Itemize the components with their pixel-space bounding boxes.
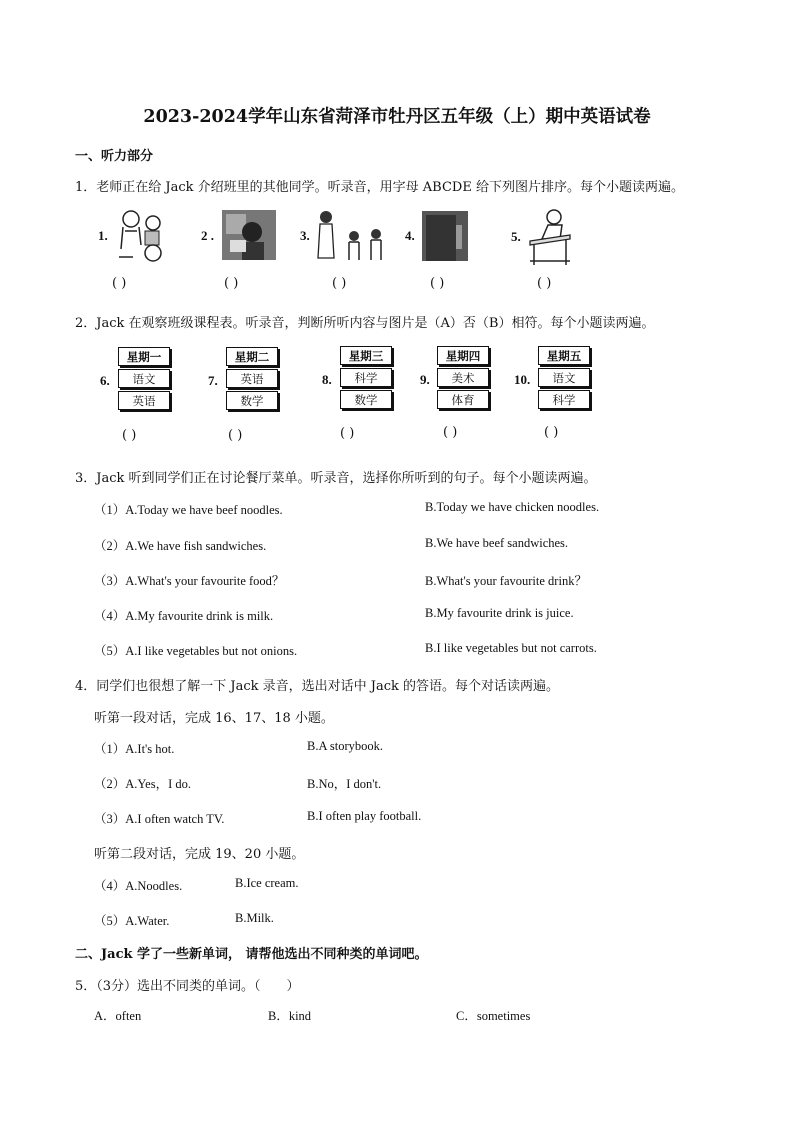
dark-door-picture [422,211,468,261]
q2-item-9-number: 9. [420,372,430,387]
q1-item-3-answer[interactable]: ( ) [332,276,347,291]
q4-row-5-option-a[interactable]: （5）A.Water. [94,914,170,928]
subject-2: 数学 [226,391,278,410]
q3-row-4-option-a[interactable]: （4）A.My favourite drink is milk. [94,609,274,623]
timetable-card-thursday [437,346,489,412]
q4-row-3-option-a[interactable]: （3）A.I often watch TV. [94,812,225,826]
q3-row-3-option-a[interactable]: （3）A.What's your favourite food？ [94,574,285,588]
q2-item-8-number: 8. [322,372,332,387]
q4-row-1-option-a[interactable]: （1）A.It's hot. [94,742,175,756]
q1-item-4-answer[interactable]: ( ) [430,276,445,291]
subject-1: 语文 [118,369,170,388]
section-1-heading: 一、听力部分 [75,149,154,164]
timetable-card-monday [118,347,170,413]
q4-row-1-option-b[interactable]: B.A storybook. [307,739,384,753]
q4-text: 4．同学们也很想了解一下 Jack 录音，选出对话中 Jack 的答语。每个对话读两遍。 [75,679,560,694]
q1-item-3-number: 3. [300,228,310,243]
q2-item-6-answer[interactable]: ( ) [122,428,137,443]
q3-row-1-option-b[interactable]: B.Today we have chicken noodles. [425,500,600,514]
q1-item-2-number: 2 . [201,228,214,243]
q1-item-1-answer[interactable]: ( ) [112,276,127,291]
q2-item-10-number: 10. [514,372,531,387]
subject-1: 美术 [437,368,489,387]
q2-item-8-answer[interactable]: ( ) [340,426,355,441]
q1-item-1-number: 1. [98,228,108,243]
q2-item-10-answer[interactable]: ( ) [544,425,559,440]
q4-row-4-option-b[interactable]: B.Ice cream. [235,876,299,890]
q4-row-2-option-a[interactable]: （2）A.Yes，I do. [94,777,192,791]
day-label: 星期二 [226,347,278,366]
q5-option-b[interactable]: B．kind [268,1009,312,1023]
page-title: 2023-2024学年山东省菏泽市牡丹区五年级（上）期中英语试卷 [143,107,651,127]
q3-row-5-option-b[interactable]: B.I like vegetables but not carrots. [425,641,597,655]
subject-2: 科学 [538,390,590,409]
timetable-card-tuesday [226,347,278,413]
q3-row-3-option-b[interactable]: B.What's your favourite drink？ [425,574,587,588]
q2-item-9-answer[interactable]: ( ) [443,425,458,440]
subject-1: 语文 [538,368,590,387]
q5-option-a[interactable]: A．often [94,1009,142,1023]
boy-reading-picture [222,210,276,260]
q4-dialogue-1-label: 听第一段对话，完成 16、17、18 小题。 [94,711,334,726]
q3-row-2-option-a[interactable]: （2）A.We have fish sandwiches. [94,539,267,553]
q5-option-c[interactable]: C．sometimes [456,1009,531,1023]
q2-item-7-number: 7. [208,373,218,388]
subject-2: 数学 [340,390,392,409]
day-label: 星期五 [538,346,590,365]
q1-item-5-number: 5. [511,229,521,244]
section-2-heading: 二、Jack 学了一些新单词， 请帮他选出不同种类的单词吧。 [75,947,428,962]
q4-row-3-option-b[interactable]: B.I often play football. [307,809,422,823]
day-label: 星期一 [118,347,170,366]
student-desk-picture [526,205,574,267]
children-wheelchair-picture [113,205,171,263]
q2-item-6-number: 6. [100,373,110,388]
subject-1: 英语 [226,369,278,388]
day-label: 星期三 [340,346,392,365]
q1-item-5-answer[interactable]: ( ) [537,276,552,291]
q2-text: 2．Jack 在观察班级课程表。听录音，判断所听内容与图片是（A）否（B）相符。每个小题读两遍。 [75,316,655,331]
q4-row-4-option-a[interactable]: （4）A.Noodles. [94,879,183,893]
day-label: 星期四 [437,346,489,365]
q5-text: 5．（3分）选出不同类的单词。（ ） [75,979,300,994]
q1-item-2-answer[interactable]: ( ) [224,276,239,291]
subject-2: 体育 [437,390,489,409]
q1-text: 1．老师正在给 Jack 介绍班里的其他同学。听录音，用字母 ABCDE 给下列图片排序。每个小题读两遍。 [75,180,684,195]
q1-item-4-number: 4. [405,228,415,243]
subject-2: 英语 [118,391,170,410]
q3-row-1-option-a[interactable]: （1）A.Today we have beef noodles. [94,503,283,517]
q3-text: 3．Jack 听到同学们正在讨论餐厅菜单。听录音，选择你所听到的句子。每个小题读两遍。 [75,471,597,486]
timetable-card-friday [538,346,590,412]
q2-item-7-answer[interactable]: ( ) [228,428,243,443]
q4-row-2-option-b[interactable]: B.No，I don't. [307,777,382,791]
timetable-card-wednesday [340,346,392,412]
teacher-students-picture [314,208,388,264]
q4-dialogue-2-label: 听第二段对话，完成 19、20 小题。 [94,847,305,862]
q3-row-4-option-b[interactable]: B.My favourite drink is juice. [425,606,574,620]
q4-row-5-option-b[interactable]: B.Milk. [235,911,274,925]
q3-row-2-option-b[interactable]: B.We have beef sandwiches. [425,536,569,550]
q3-row-5-option-a[interactable]: （5）A.I like vegetables but not onions. [94,644,298,658]
subject-1: 科学 [340,368,392,387]
